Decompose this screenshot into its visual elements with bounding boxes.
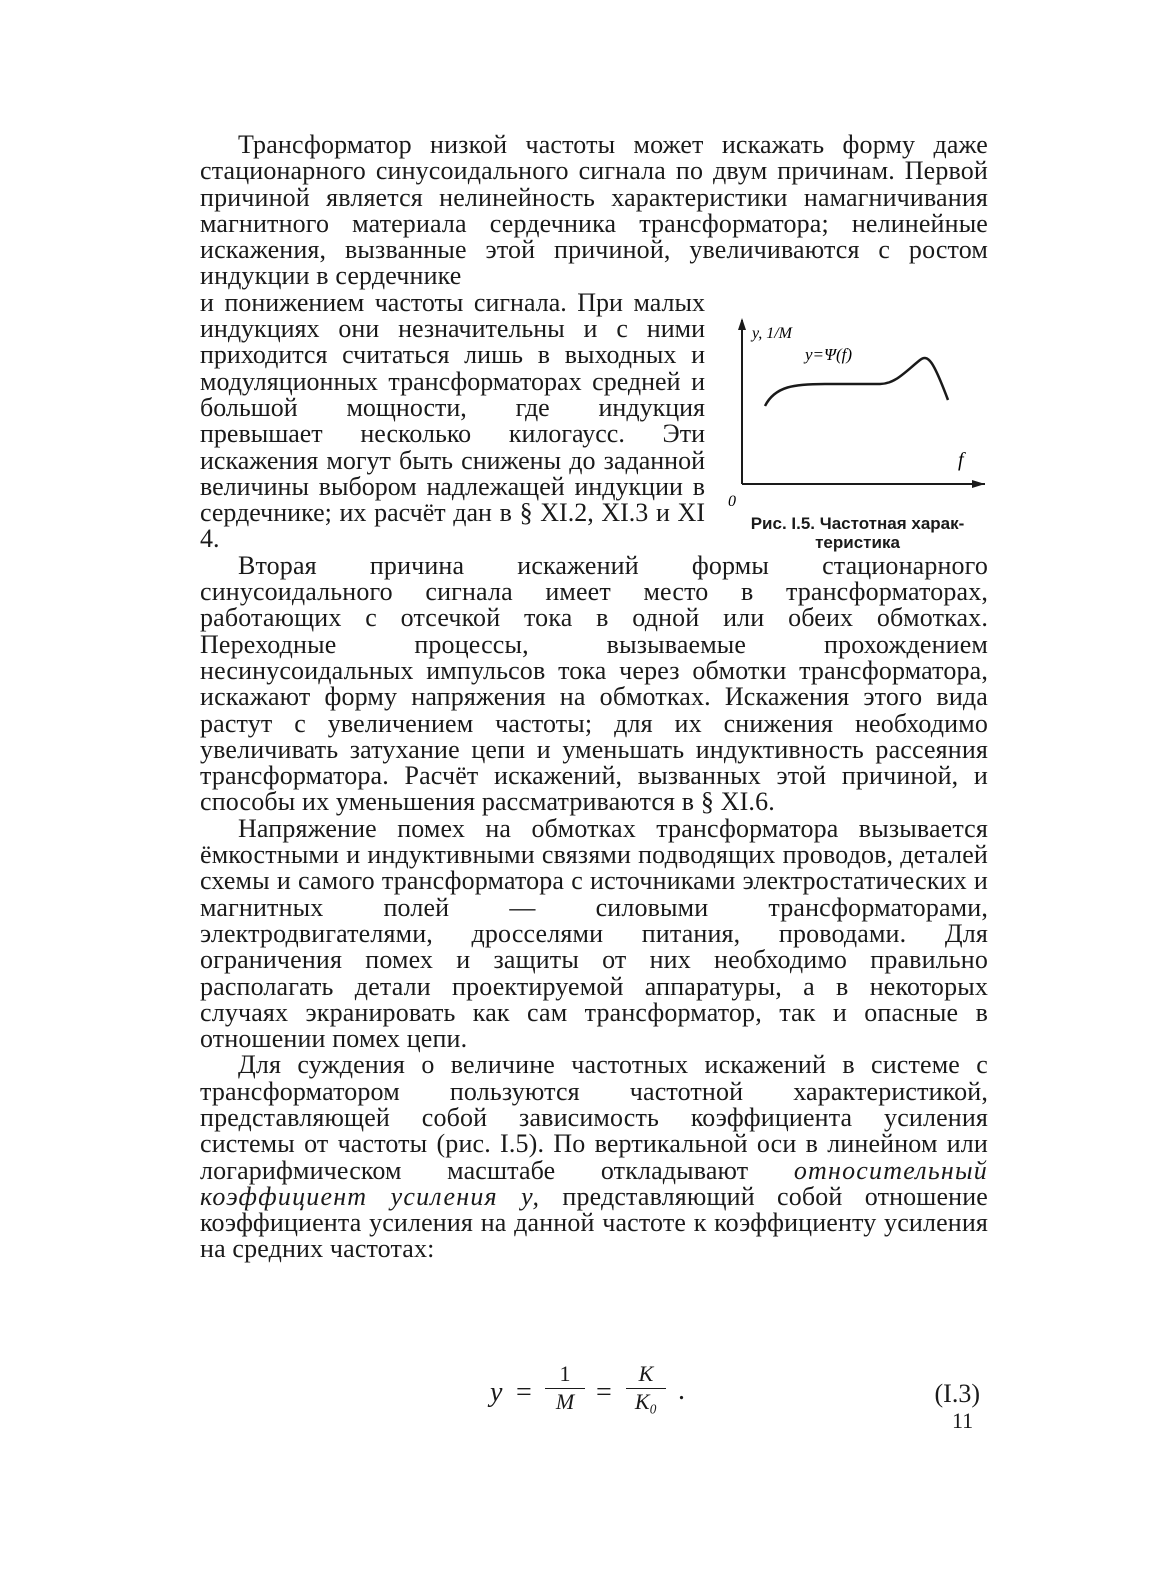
paragraph-4 [200, 1052, 988, 1262]
fraction-1-denominator: M [555, 1389, 575, 1414]
paragraph-1: Трансформатор низкой частоты может искажать форму даже стационарного синусоидального сигнала по двум причинам. Первой причиной является нелинейность характеристики намагничивания магнитного материала сердечника трансформатора; нелинейные искажения, вызванные этой причиной, увеличиваются с ростом индукции в сердечнике [200, 130, 988, 291]
paragraph-1-continued: и понижением частоты сигнала. При малых индукциях они незначительны и с ними приходится считаться лишь в выходных и модуляционных трансформаторах средней и большой мощности, где индукция превышает несколько килогаусс. Эти искажения могут быть снижены до заданной величины выбором надлежащей индукции в сердечнике; их расчёт дан в § XI.2, XI.3 и XI 4. [200, 287, 705, 554]
equation-number: (I.3) [934, 1379, 980, 1408]
formula-lhs: y [490, 1377, 503, 1408]
formula-period: . [678, 1375, 685, 1406]
fraction-1-numerator: 1 [559, 1361, 571, 1386]
curve-label: y=Ψ(f) [805, 345, 853, 364]
formula-equals-1: = [516, 1377, 532, 1408]
paragraph-2: Вторая причина искажений формы стационарного синусоидального сигнала имеет место в трансформаторах, работающих с отсечкой тока в одной или обеих обмотках. Переходные процессы, вызываемые прохождением несинусоидальных импульсов тока через обмотки трансформатора, искажают форму напряжения на обмотках. Искажения этого вида растут с увеличением частоты; для их снижения необходимо увеличивать затухание цепи и уменьшать индуктивность рассеяния трансформатора. Расчёт искажений, вызванных этой причиной, и способы их уменьшения рассматриваются в § XI.6. [200, 550, 988, 817]
fraction-2 [626, 1361, 666, 1414]
y-axis-arrow [738, 318, 746, 330]
formula-equals-2: = [596, 1377, 612, 1408]
caption-line-1: Рис. I.5. Частотная харак- [750, 514, 965, 533]
paragraph-4-end: представляющий собой отношение коэффициента усиления на данной частоте к коэффициенту усиления на средних частотах: [200, 1181, 988, 1264]
caption-line-2: теристика [815, 533, 900, 552]
paragraph-4-start: Для суждения о величине частотных искажений в системе с трансформатором пользуются частотной характеристикой, представляющей собой зависимость коэффициента усиления системы от частоты (рис. I.5). По вертикальной оси в линейном или логарифмическом масштабе откладывают [200, 1050, 988, 1185]
figure-frequency-response [720, 314, 995, 572]
frequency-response-diagram [720, 314, 995, 514]
figure-caption [720, 514, 995, 552]
paragraph-3: Напряжение помех на обмотках трансформатора вызывается ёмкостными и индуктивными связями подводящих проводов, деталей схемы и самого трансформатора с источниками электростатических и магнитных полей — силовыми трансформаторами, электродвигателями, дросселями питания, проводами. Для ограничения помех и защиты от них необходимо правильно располагать детали проектируемой аппаратуры, а в некоторых случаях экранировать как сам трансформатор, так и опасные в отношении помех цепи. [200, 813, 988, 1054]
y-axis-label: y, 1/M [752, 325, 792, 342]
fraction-1 [545, 1361, 585, 1414]
origin-label: 0 [728, 493, 736, 510]
paragraph-4-emphasis: относительный коэффициент усиления y, [200, 1155, 988, 1211]
response-curve [765, 358, 948, 406]
formula-I3 [200, 1357, 988, 1427]
x-axis-arrow [972, 480, 985, 488]
fraction-2-denominator: K₀ [634, 1389, 658, 1414]
paragraph-1-wrapped [200, 287, 705, 554]
fraction-2-numerator: K [638, 1361, 654, 1386]
page-body [200, 130, 988, 1414]
page-number: 11 [952, 1408, 974, 1433]
x-axis-label: f [958, 449, 964, 471]
